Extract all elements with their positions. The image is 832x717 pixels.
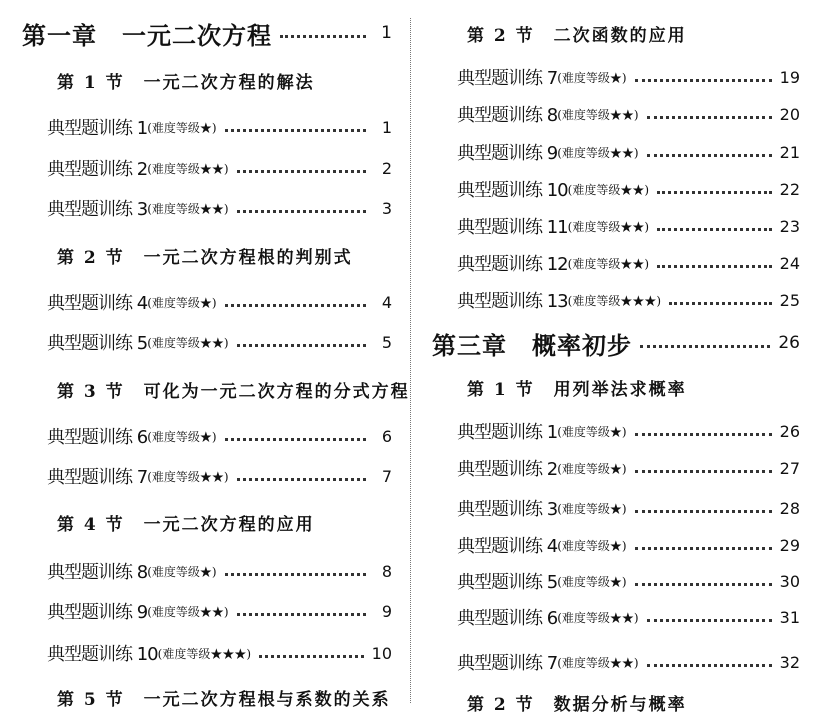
toc-item[interactable]: [47, 327, 392, 357]
page-number: 2: [381, 158, 392, 178]
toc-item[interactable]: [47, 112, 392, 142]
difficulty-rating: (难度等级★): [557, 70, 627, 85]
toc-item[interactable]: [47, 556, 392, 586]
page-number: 8: [381, 561, 392, 581]
difficulty-rating: (难度等级★): [557, 574, 627, 589]
section-title: 第 5 节 一元二次方程根与系数的关系: [57, 689, 391, 710]
leader-dots: [647, 154, 772, 157]
section-title: 第 3 节 可化为一元二次方程的分式方程: [57, 381, 410, 402]
page-number: 7: [381, 466, 392, 486]
item-title: 典型题训练 7: [457, 68, 558, 89]
item-title: 典型题训练 1: [47, 118, 148, 139]
toc-section: [57, 507, 315, 537]
page-number: 27: [779, 458, 800, 478]
page-number: 3: [381, 198, 392, 218]
leader-dots: [237, 210, 366, 213]
leader-dots: [635, 470, 772, 473]
toc-item[interactable]: [457, 453, 800, 483]
difficulty-rating: (难度等级★★): [557, 655, 639, 670]
section-title: 第 2 节 二次函数的应用: [467, 25, 687, 46]
page-number: 26: [779, 421, 800, 441]
item-title: 典型题训练 9: [47, 602, 148, 623]
leader-dots: [635, 433, 772, 436]
toc-item[interactable]: [457, 174, 800, 204]
difficulty-rating: (难度等级★★): [147, 201, 229, 216]
toc-item[interactable]: [457, 248, 800, 278]
difficulty-rating: (难度等级★★): [147, 161, 229, 176]
leader-dots: [237, 478, 366, 481]
toc-item[interactable]: [457, 62, 800, 92]
difficulty-rating: (难度等级★★): [567, 182, 650, 197]
toc-section: [57, 374, 410, 404]
item-title: 典型题训练 8: [457, 105, 558, 126]
toc-section: [57, 240, 353, 270]
toc-item[interactable]: [47, 596, 392, 626]
toc-item[interactable]: [47, 287, 392, 317]
difficulty-rating: (难度等级★★★): [157, 646, 252, 661]
leader-dots: [640, 345, 770, 348]
leader-dots: [647, 664, 772, 667]
section-title: 第 2 节 数据分析与概率: [467, 694, 687, 715]
chapter-title: 第一章 一元二次方程: [22, 20, 272, 50]
page-number: 9: [381, 601, 392, 621]
page-number: 29: [779, 535, 800, 555]
difficulty-rating: (难度等级★★): [147, 469, 229, 484]
page-number: 26: [778, 333, 800, 353]
toc-item[interactable]: [457, 647, 800, 677]
leader-dots: [280, 35, 366, 38]
page-number: 23: [779, 216, 800, 236]
leader-dots: [225, 573, 366, 576]
page-number: 6: [381, 426, 392, 446]
toc-section: [467, 372, 687, 402]
leader-dots: [657, 228, 772, 231]
toc-item[interactable]: [457, 602, 800, 632]
toc-item[interactable]: [47, 193, 392, 223]
toc-item[interactable]: [457, 285, 800, 315]
leader-dots: [225, 438, 366, 441]
leader-dots: [259, 655, 364, 658]
item-title: 典型题训练 2: [457, 459, 558, 480]
difficulty-rating: (难度等级★): [557, 461, 627, 476]
toc-item[interactable]: [457, 416, 800, 446]
leader-dots: [237, 613, 366, 616]
item-title: 典型题训练 10: [457, 180, 568, 201]
toc-item[interactable]: [457, 566, 800, 596]
item-title: 典型题训练 7: [47, 467, 148, 488]
difficulty-rating: (难度等级★★): [557, 107, 639, 122]
page-number: 31: [779, 607, 800, 627]
item-title: 典型题训练 9: [457, 143, 558, 164]
page-number: 32: [779, 652, 800, 672]
difficulty-rating: (难度等级★): [147, 120, 217, 135]
leader-dots: [635, 583, 772, 586]
toc-item[interactable]: [47, 153, 392, 183]
difficulty-rating: (难度等级★★): [567, 219, 650, 234]
toc-item[interactable]: [457, 493, 800, 523]
toc-item[interactable]: [47, 461, 392, 491]
page-number: 24: [779, 253, 800, 273]
page-number: 25: [779, 290, 800, 310]
item-title: 典型题训练 6: [47, 427, 148, 448]
toc-item[interactable]: [47, 638, 392, 668]
toc-item[interactable]: [47, 421, 392, 451]
toc-section: [467, 18, 687, 48]
item-title: 典型题训练 8: [47, 562, 148, 583]
item-title: 典型题训练 4: [47, 293, 148, 314]
item-title: 典型题训练 2: [47, 159, 148, 180]
leader-dots: [237, 344, 366, 347]
leader-dots: [669, 302, 772, 305]
page-number: 22: [779, 179, 800, 199]
leader-dots: [635, 79, 772, 82]
item-title: 典型题训练 4: [457, 536, 558, 557]
page-number: 1: [381, 23, 392, 43]
item-title: 典型题训练 5: [457, 572, 558, 593]
item-title: 典型题训练 7: [457, 653, 558, 674]
page-number: 20: [779, 104, 800, 124]
toc-item[interactable]: [457, 211, 800, 241]
toc-item[interactable]: [457, 530, 800, 560]
leader-dots: [647, 619, 772, 622]
item-title: 典型题训练 1: [457, 422, 558, 443]
difficulty-rating: (难度等级★): [557, 501, 627, 516]
page-number: 19: [779, 67, 800, 87]
leader-dots: [647, 116, 772, 119]
page-number: 21: [779, 142, 800, 162]
page-number: 1: [381, 117, 392, 137]
item-title: 典型题训练 3: [47, 199, 148, 220]
column-divider: [410, 18, 411, 703]
difficulty-rating: (难度等级★★): [567, 256, 650, 271]
difficulty-rating: (难度等级★): [147, 295, 217, 310]
item-title: 典型题训练 3: [457, 499, 558, 520]
leader-dots: [657, 265, 772, 268]
item-title: 典型题训练 11: [457, 217, 568, 238]
page-number: 28: [779, 498, 800, 518]
section-title: 第 4 节 一元二次方程的应用: [57, 514, 315, 535]
difficulty-rating: (难度等级★★): [147, 335, 229, 350]
item-title: 典型题训练 12: [457, 254, 568, 275]
page-number: 4: [381, 292, 392, 312]
leader-dots: [237, 170, 366, 173]
toc-section: [467, 687, 687, 717]
page-number: 30: [779, 571, 800, 591]
difficulty-rating: (难度等级★): [147, 429, 217, 444]
chapter-title: 第三章 概率初步: [432, 330, 632, 360]
leader-dots: [225, 129, 366, 132]
item-title: 典型题训练 13: [457, 291, 568, 312]
leader-dots: [635, 510, 772, 513]
item-title: 典型题训练 10: [47, 644, 158, 665]
toc-chapter[interactable]: [432, 328, 800, 358]
page-number: 5: [381, 332, 392, 352]
toc-item[interactable]: [457, 137, 800, 167]
leader-dots: [635, 547, 772, 550]
item-title: 典型题训练 6: [457, 608, 558, 629]
toc-section: [57, 682, 391, 712]
page-number: 10: [371, 643, 392, 663]
difficulty-rating: (难度等级★★): [147, 604, 229, 619]
leader-dots: [657, 191, 772, 194]
difficulty-rating: (难度等级★★★): [567, 293, 662, 308]
toc-section: [57, 65, 315, 95]
section-title: 第 2 节 一元二次方程根的判别式: [57, 247, 353, 268]
section-title: 第 1 节 一元二次方程的解法: [57, 72, 315, 93]
toc-item[interactable]: [457, 99, 800, 129]
section-title: 第 1 节 用列举法求概率: [467, 379, 687, 400]
item-title: 典型题训练 5: [47, 333, 148, 354]
difficulty-rating: (难度等级★): [147, 564, 217, 579]
difficulty-rating: (难度等级★): [557, 424, 627, 439]
difficulty-rating: (难度等级★): [557, 538, 627, 553]
leader-dots: [225, 304, 366, 307]
toc-chapter[interactable]: [22, 18, 392, 48]
difficulty-rating: (难度等级★★): [557, 610, 639, 625]
difficulty-rating: (难度等级★★): [557, 145, 639, 160]
